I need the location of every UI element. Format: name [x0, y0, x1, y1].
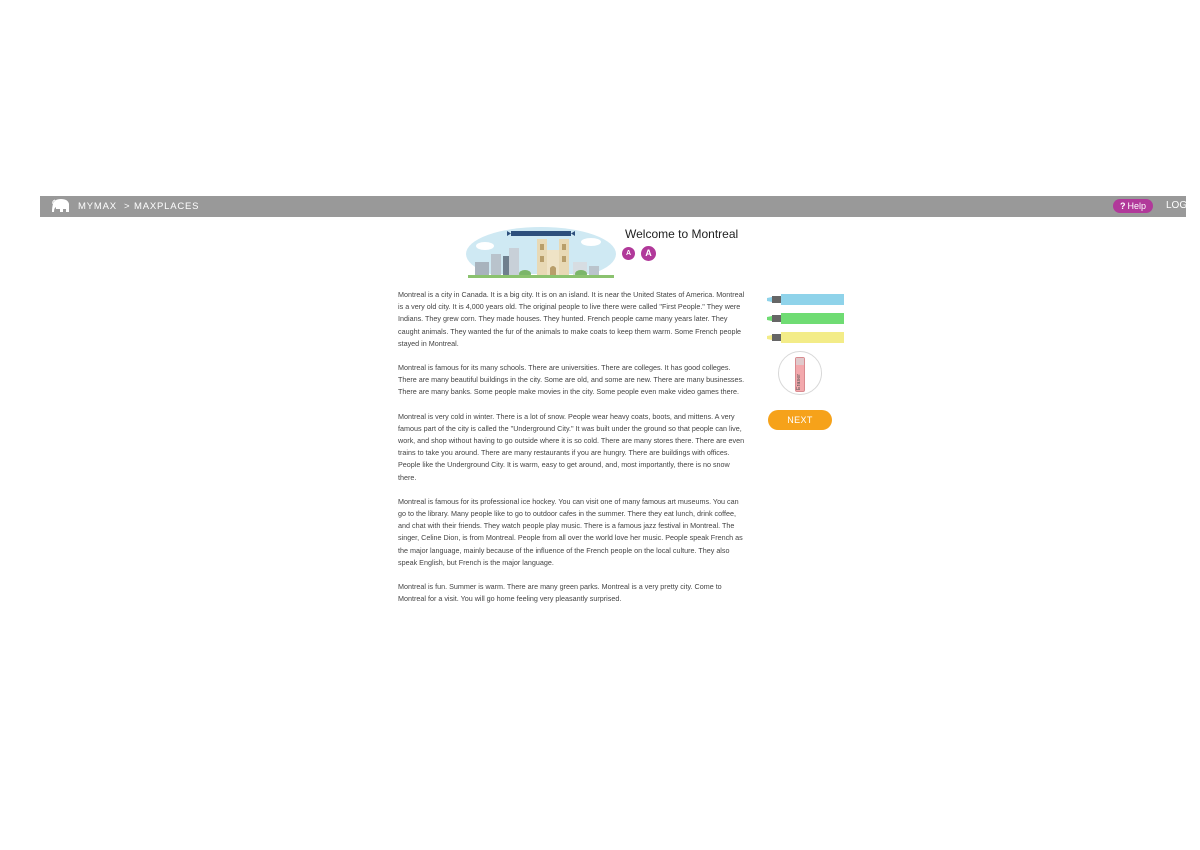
- breadcrumb-maxplaces[interactable]: MAXPLACES: [134, 201, 200, 212]
- montreal-illustration: [465, 226, 617, 282]
- next-button[interactable]: NEXT: [768, 410, 832, 430]
- lesson-title: Welcome to Montreal: [625, 227, 739, 241]
- help-label: Help: [1127, 201, 1147, 211]
- article-body: [398, 289, 746, 617]
- breadcrumb-mymax[interactable]: MYMAX: [78, 201, 117, 212]
- font-size-small-button[interactable]: A: [622, 247, 635, 260]
- article-paragraph: Montreal is a city in Canada. It is a big city. It is on an island. It is near the United States of America. Montreal is a very old city. It is 4,000 years old. The original people to live there were called "First People." They were Indians. They grew corn. They made houses. They hunted. French people came many years later. They caught animals. They wanted the fur of the animals to make coats to keep them warm. Some French people stayed in Montreal.: [398, 290, 745, 348]
- eraser-cap: [796, 358, 804, 365]
- green-highlighter-icon[interactable]: [767, 313, 844, 324]
- logout-link[interactable]: LOG: [1166, 200, 1188, 211]
- eraser-icon: [795, 357, 805, 392]
- eraser-button[interactable]: [778, 351, 822, 395]
- article-paragraph: Montreal is fun. Summer is warm. There are many green parks. Montreal is a very pretty city. Come to Montreal for a visit. You will go home feeling very pleasantly surprised.: [398, 582, 722, 604]
- eraser-label: Eraser: [796, 373, 803, 391]
- question-mark-icon: ?: [1120, 201, 1126, 211]
- article-paragraph: Montreal is famous for its many schools. There are universities. There are colleges. It has good colleges. There are many beautiful buildings in the city. Some are old, and some are new. There are many businesses. There are many banks. Some people make movies in the city. Some people even make video games there.: [398, 363, 745, 397]
- article-paragraph: Montreal is very cold in winter. There is a lot of snow. People wear heavy coats, boots, and mittens. A very famous part of the city is called the "Underground City." It was built under the ground so that people can live, work, and shop without having to go outside where it is so cold. There are many stores there. There are even trains to take you around. There are many restaurants if you are hungry. There are buildings with offices. People like the Underground City. It is warm, easy to get around, and, most importantly, there is no snow there.: [398, 411, 745, 482]
- blue-highlighter-icon[interactable]: [767, 294, 844, 305]
- yellow-highlighter-icon[interactable]: [767, 332, 844, 343]
- breadcrumb-separator-icon: >: [124, 201, 131, 212]
- elephant-logo-icon[interactable]: [51, 198, 71, 215]
- top-nav-bar: [40, 196, 1186, 217]
- font-size-large-button[interactable]: A: [641, 246, 656, 261]
- article-paragraph: Montreal is famous for its professional ice hockey. You can visit one of many famous art museums. You can go to the library. Many people like to go to outdoor cafes in the summer. There they eat lunch, drink coffee, and chat with their friends. They watch people play music. There is a famous jazz festival in Montreal. The singer, Celine Dion, is from Montreal. People from all over the world love her music. People speak French as the major language, mainly because of the influence of the French people on the local culture. They also speak English, but French is the major language.: [398, 496, 743, 567]
- help-button[interactable]: [1113, 199, 1153, 213]
